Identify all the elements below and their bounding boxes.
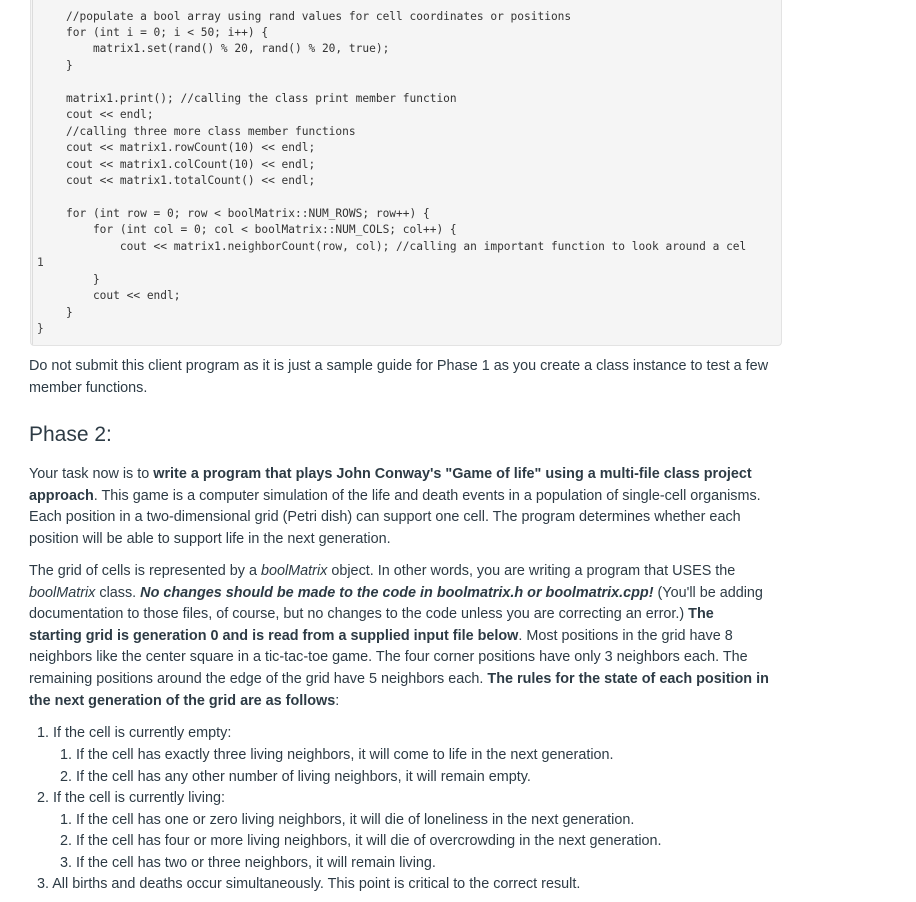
- code-line: cout << matrix1.colCount(10) << endl;: [66, 158, 316, 171]
- code-line: }: [66, 59, 73, 72]
- code-line: }: [66, 306, 73, 319]
- line-number: 1: [37, 256, 44, 269]
- list-item: 3. All births and deaths occur simultaneously. This point is critical to the correct result.: [37, 876, 581, 892]
- code-line: matrix1.print(); //calling the class print member function: [66, 92, 457, 105]
- code-block: [30, 0, 782, 346]
- code-line: //populate a bool array using rand values for cell coordinates or positions: [66, 10, 572, 23]
- code-line: cout << matrix1.rowCount(10) << endl;: [66, 141, 316, 154]
- code-line: matrix1.set(rand() % 20, rand() % 20, true);: [66, 42, 390, 55]
- code-line: for (int row = 0; row < boolMatrix::NUM_ROWS; row++) {: [66, 207, 430, 220]
- phase-2-heading: Phase 2:: [29, 423, 112, 446]
- list-item: 3. If the cell has two or three neighbors, it will remain living.: [60, 855, 436, 871]
- list-item: 1. If the cell has exactly three living neighbors, it will come to life in the next generation.: [60, 747, 614, 763]
- list-item: 1. If the cell has one or zero living neighbors, it will die of loneliness in the next generation.: [60, 812, 635, 828]
- code-line: }: [66, 273, 100, 286]
- code-gutter-divider: [32, 0, 33, 346]
- task-paragraph: Your task now is to write a program that plays John Conway's "Game of life" using a multi-file class project approach. This game is a computer simulation of the life and death events in a population of single-cell organisms. Each position in a two-dimensional grid (Petri dish) can support one cell. The program determines whether each position will be able to support life in the next generation.: [29, 466, 761, 547]
- grid-paragraph: The grid of cells is represented by a boolMatrix object. In other words, you are writing a program that USES the boolMatrix class. No changes should be made to the code in boolmatrix.h or boolmatrix.cpp! (You'll be adding documentation to those files, of course, but no changes to the code unless you are correcting an error.) The starting grid is generation 0 and is read from a supplied input file below. Most positions in the grid have 8 neighbors like the center square in a tic-tac-toe game. The four corner positions have only 3 neighbors each. The remaining positions around the edge of the grid have 5 neighbors each. The rules for the state of each position in the next generation of the grid are as follows:: [29, 563, 769, 709]
- code-line: cout << matrix1.neighborCount(row, col); //calling an important function to look around a cel: [66, 240, 747, 253]
- code-line: cout << endl;: [66, 108, 154, 121]
- code-line: for (int i = 0; i < 50; i++) {: [66, 26, 269, 39]
- code-line: cout << endl;: [66, 289, 181, 302]
- list-item: 1. If the cell is currently empty:: [37, 725, 232, 741]
- list-item: 2. If the cell has four or more living neighbors, it will die of overcrowding in the next generation.: [60, 833, 662, 849]
- code-line: for (int col = 0; col < boolMatrix::NUM_COLS; col++) {: [66, 223, 457, 236]
- list-item: 2. If the cell has any other number of living neighbors, it will remain empty.: [60, 769, 531, 785]
- closing-brace: }: [37, 322, 44, 335]
- code-line: //calling three more class member functions: [66, 125, 356, 138]
- client-program-note: Do not submit this client program as it is just a sample guide for Phase 1 as you create a class instance to test a few member functions.: [29, 358, 769, 396]
- code-line: cout << matrix1.totalCount() << endl;: [66, 174, 316, 187]
- list-item: 2. If the cell is currently living:: [37, 790, 225, 806]
